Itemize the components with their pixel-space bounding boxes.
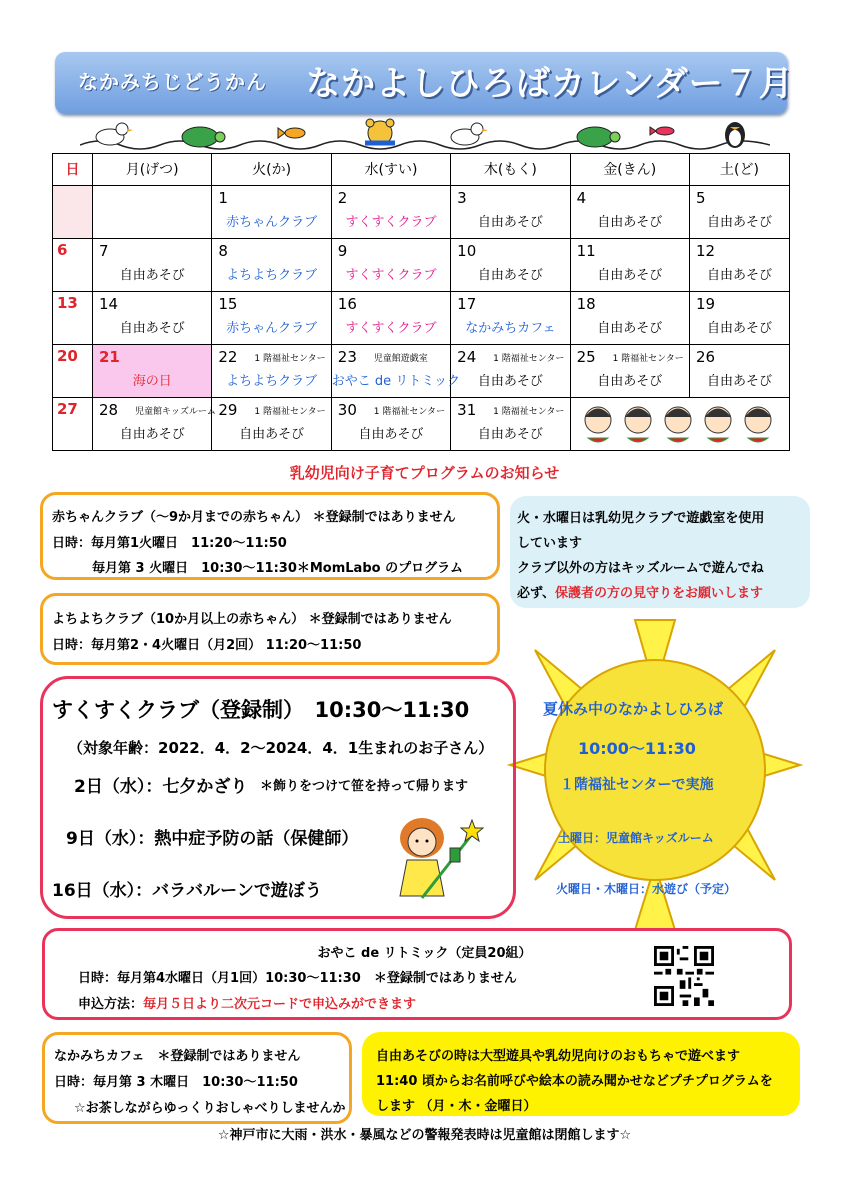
day-number: 1 [218, 188, 228, 207]
notice-line-2: しています [517, 536, 583, 551]
day-event: 自由あそび [597, 214, 663, 230]
cafe-line-3: ☆お茶しながらゆっくりおしゃべりしませんか [74, 1101, 346, 1116]
sukusuku-event-3: 16日（水）：バラバルーンで遊ぼう [52, 881, 322, 901]
duck-icon [96, 123, 133, 145]
day-number: 17 [457, 294, 477, 313]
notice-prefix: 必ず、 [517, 586, 555, 601]
summer-time: 10:00～11:30 [578, 739, 696, 758]
day-event: 自由あそび [477, 267, 543, 283]
notice-warning: 保護者の方の見守りをお願いします [554, 586, 763, 601]
day-location: 1 階福祉センター [612, 353, 684, 364]
day-number: 25 [576, 347, 596, 366]
day-event: 自由あそび [239, 426, 305, 442]
page-title: なかよしひろばカレンダー７月 [306, 64, 794, 104]
day-number: 29 [218, 400, 238, 419]
sukusuku-age: （対象年齢：2022．4．2～2024．4．1生まれのお子さん） [68, 739, 494, 757]
day-number: 7 [99, 241, 109, 260]
header-wed: 水(すい) [331, 154, 450, 186]
day-event: すくすくクラブ [345, 267, 437, 283]
day-number: 2 [337, 188, 348, 207]
calendar-sunday-cell: 6 [53, 238, 93, 291]
calendar-day-cell [690, 291, 790, 344]
day-event: 赤ちゃんクラブ [226, 320, 318, 336]
day-event: 自由あそび [706, 373, 772, 389]
day-event: よちよちクラブ [226, 373, 318, 389]
day-number: 14 [99, 294, 119, 313]
children-faces-illustration [580, 402, 780, 446]
header-tue: 火(か) [212, 154, 331, 186]
calendar-day-cell [570, 238, 689, 291]
day-number: 16 [337, 294, 357, 313]
calendar-day-cell [570, 344, 689, 397]
sukusuku-event-1: 2日（水）：七夕かざり [74, 777, 248, 797]
day-location: 1 階福祉センター [254, 406, 326, 417]
child-face-icon [705, 407, 731, 442]
sukusuku-event-2: 9日（水）：熱中症予防の話（保健師） [66, 829, 359, 849]
calendar-week-row [53, 397, 790, 450]
calendar-day-cell [93, 185, 212, 238]
notice-line-1: 火・水曜日は乳幼児クラブで遊戯室を使用 [517, 511, 765, 526]
header-sun: 日 [53, 154, 93, 186]
summer-tue-thu: 火曜日・木曜日：水遊び（予定） [556, 882, 737, 896]
day-location: 児童館遊戯室 [373, 353, 428, 364]
calendar-day-cell [212, 344, 331, 397]
day-event: 自由あそび [119, 426, 185, 442]
summer-title: 夏休み中のなかよしひろば [543, 700, 724, 718]
children-decoration-cell [570, 397, 789, 450]
header-sat: 土(ど) [690, 154, 790, 186]
notice-line-3: クラブ以外の方はキッズルームで遊んでね [517, 561, 764, 576]
summer-saturday: 土曜日：児童館キッズルーム [558, 831, 714, 845]
calendar-day-cell [93, 238, 212, 291]
sukusuku-title: すくすくクラブ（登録制） 10:30～11:30 [52, 698, 470, 722]
calendar-sunday-cell: 20 [53, 344, 93, 397]
day-event: なかみちカフェ [465, 320, 556, 336]
sukusuku-event-1-note: ＊飾りをつけて笹を持って帰ります [260, 779, 469, 794]
akachan-line-1: 赤ちゃんクラブ（～9か月までの赤ちゃん） ＊登録制ではありません [52, 510, 456, 525]
rhythmic-line-2 [78, 993, 416, 1012]
duck-icon [451, 123, 488, 145]
calendar-day-cell [570, 185, 689, 238]
day-event: 自由あそび [706, 267, 772, 283]
calendar-day-cell [212, 291, 331, 344]
day-number: 15 [218, 294, 238, 313]
child-face-icon [585, 407, 611, 442]
header-mon: 月(げつ) [93, 154, 212, 186]
yochi-line-2: 日時：毎月第2・4火曜日（月2回） 11:20～11:50 [52, 638, 362, 653]
day-number: 5 [696, 188, 706, 207]
page-subtitle: なかみちじどうかん [78, 70, 267, 94]
day-event: すくすくクラブ [345, 214, 437, 230]
fish-icon [650, 127, 674, 135]
day-event: 自由あそび [477, 426, 543, 442]
child-face-icon [625, 407, 651, 442]
day-number: 8 [218, 241, 228, 260]
day-number: 26 [696, 347, 716, 366]
calendar-day-cell [331, 185, 450, 238]
day-number: 28 [99, 400, 119, 419]
turtle-icon [182, 127, 225, 147]
day-location: 1 階福祉センター [254, 353, 326, 364]
fish-icon [278, 128, 305, 138]
day-event: 自由あそび [477, 214, 543, 230]
calendar-day-cell [451, 344, 570, 397]
rhythmic-apply-method: 毎月５日より二次元コードで申込みができます [143, 997, 417, 1012]
day-event: 赤ちゃんクラブ [226, 214, 318, 230]
day-location: 1 階福祉センター [373, 406, 446, 417]
summer-place: １階福祉センターで実施 [560, 777, 714, 793]
rhythmic-title: おやこ de リトミック（定員20組） [317, 946, 532, 961]
calendar-day-cell [690, 344, 790, 397]
day-event: 自由あそび [706, 320, 772, 336]
calendar-week-row [53, 185, 790, 238]
day-number: 24 [457, 347, 477, 366]
akachan-line-2: 日時：毎月第1火曜日 11:20～11:50 [52, 536, 287, 551]
rhythmic-line-1: 日時：毎月第4水曜日（月1回）10:30～11:30 ＊登録制ではありません [78, 971, 517, 986]
calendar-header-row [53, 154, 790, 186]
calendar-day-cell [331, 397, 450, 450]
day-number: 10 [457, 241, 477, 260]
yochiyochi-club-box [40, 593, 500, 665]
day-number: 9 [337, 241, 348, 260]
free-line-3: します （月・木・金曜日） [376, 1099, 537, 1114]
day-number: 18 [576, 294, 596, 313]
day-event: 自由あそび [597, 320, 663, 336]
day-number: 21 [99, 347, 120, 366]
day-location: 1 階福祉センター [493, 406, 565, 417]
section-title: 乳幼児向け子育てプログラムのお知らせ [289, 464, 560, 482]
day-number: 31 [457, 400, 477, 419]
header-thu: 木(もく) [451, 154, 570, 186]
calendar-day-cell [212, 185, 331, 238]
child-face-icon [745, 407, 771, 442]
day-event: 自由あそび [358, 426, 424, 442]
calendar-day-cell [93, 291, 212, 344]
day-event: 海の日 [132, 373, 172, 389]
free-line-2: 11:40 頃からお名前呼びや絵本の読み聞かせなどプチプログラムを [376, 1074, 773, 1089]
tanabata-girl-illustration [382, 808, 492, 908]
day-number: 12 [696, 241, 716, 260]
qr-code-icon[interactable] [654, 946, 714, 1006]
calendar-day-cell [331, 291, 450, 344]
rhythmic-apply-label: 申込方法： [78, 997, 144, 1012]
day-event: 自由あそび [477, 373, 543, 389]
day-event: 自由あそび [706, 214, 772, 230]
day-number: 11 [576, 241, 596, 260]
day-event: よちよちクラブ [226, 267, 318, 283]
free-line-1: 自由あそびの時は大型遊具や乳幼児向けのおもちゃで遊べます [376, 1049, 741, 1064]
calendar-day-cell [331, 238, 450, 291]
turtle-icon [577, 127, 620, 147]
day-event: 自由あそび [119, 320, 185, 336]
calendar-day-cell [570, 291, 689, 344]
calendar-week-row [53, 344, 790, 397]
day-event: 自由あそび [597, 267, 663, 283]
day-event: 自由あそび [119, 267, 185, 283]
calendar-day-cell [212, 238, 331, 291]
bear-icon [365, 119, 395, 145]
calendar-week-row [53, 238, 790, 291]
penguin-icon [725, 122, 745, 148]
calendar-sunday-cell: 13 [53, 291, 93, 344]
day-number: 30 [337, 400, 357, 419]
day-event: すくすくクラブ [345, 320, 437, 336]
calendar-week-row [53, 291, 790, 344]
day-number: 19 [696, 294, 716, 313]
day-number: 23 [337, 347, 357, 366]
calendar-day-cell [451, 238, 570, 291]
day-event: 自由あそび [597, 373, 663, 389]
day-number: 4 [576, 188, 587, 207]
header-fri: 金(きん) [570, 154, 689, 186]
calendar-day-cell [451, 291, 570, 344]
child-face-icon [665, 407, 691, 442]
calendar-day-cell [690, 238, 790, 291]
calendar-day-cell [451, 397, 570, 450]
footer-notice: ☆神戸市に大雨・洪水・暴風などの警報発表時は児童館は閉館します☆ [217, 1128, 632, 1143]
cafe-line-1: なかみちカフェ ＊登録制ではありません [54, 1049, 301, 1064]
day-number: 22 [218, 347, 238, 366]
calendar-table [52, 153, 790, 451]
cafe-line-2: 日時：毎月第 3 木曜日 10:30～11:50 [54, 1075, 298, 1090]
akachan-line-3: 毎月第 3 火曜日 10:30～11:30＊MomLabo のプログラム [92, 561, 463, 576]
calendar-sunday-cell [53, 185, 93, 238]
calendar-sunday-cell: 27 [53, 397, 93, 450]
day-event: おやこ de リトミック [331, 373, 461, 389]
day-location: 1 階福祉センター [493, 353, 565, 364]
calendar-day-cell [690, 185, 790, 238]
calendar-day-cell [212, 397, 331, 450]
calendar-day-cell [93, 397, 216, 450]
day-number: 3 [457, 188, 467, 207]
calendar-day-cell [93, 344, 212, 397]
calendar-day-cell [451, 185, 570, 238]
yochi-line-1: よちよちクラブ（10か月以上の赤ちゃん） ＊登録制ではありません [52, 612, 452, 627]
calendar-day-cell [331, 344, 461, 397]
animals-decoration [80, 115, 770, 155]
day-location: 児童館キッズルーム [135, 406, 216, 417]
